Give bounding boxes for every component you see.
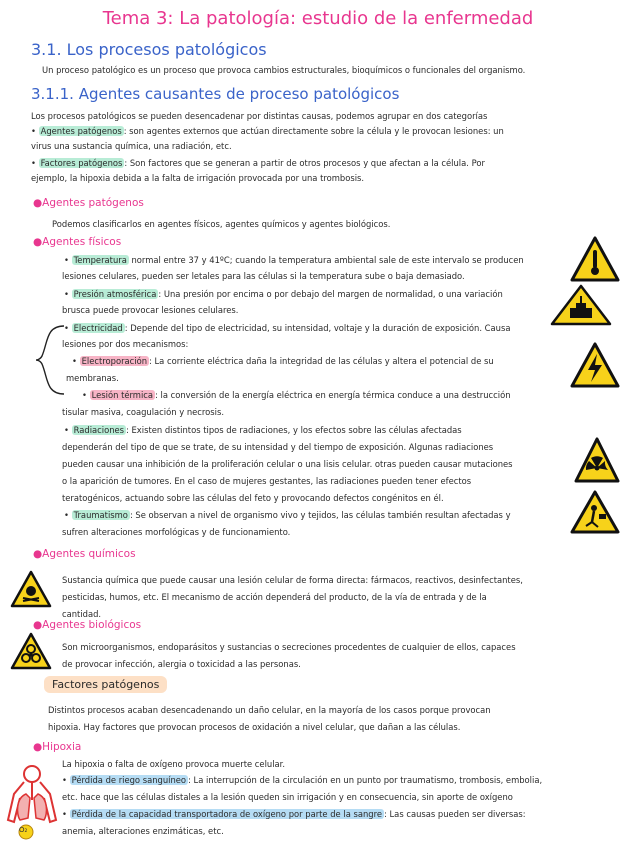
fisicos-heading: ●Agentes físicos — [33, 236, 122, 248]
quimicos-heading: ●Agentes químicos — [33, 548, 136, 560]
page-title: Tema 3: La patología: estudio de la enfermedad — [102, 8, 534, 29]
o2-label: O₂ — [19, 826, 28, 834]
quimicos-text-3: cantidad. — [62, 609, 102, 619]
factores-patogenos-text: : Son factores que se generan a partir de otros procesos y que afectan a la célula. Por — [124, 158, 485, 168]
quimicos-text-1: Sustancia química que puede causar una lesión celular de forma directa: fármacos, reactivos, desinfectantes, — [62, 575, 523, 585]
riego-label: Pérdida de riego sanguíneo — [71, 775, 187, 785]
biohazard-warning-icon — [10, 632, 52, 670]
section-3-1-1-intro: Los procesos patológicos se pueden desencadenar por distintas causas, podemos agrupar en dos categorías — [31, 111, 488, 121]
riego-item: • Pérdida de riego sanguíneo : La interrupción de la circulación en un punto por traumatismo, trombosis, embolia, — [62, 775, 543, 785]
traumatismo-label: Traumatismo — [73, 510, 128, 520]
chemical-warning-icon — [10, 570, 52, 608]
lesion-termica-text-2: tisular masiva, coagulación y necrosis. — [62, 407, 224, 417]
hipoxia-heading: ●Hipoxia — [33, 741, 82, 753]
agentes-patogenos-text: : son agentes externos que actúan directamente sobre la célula y le provocan lesiones: un — [123, 126, 504, 136]
lesion-termica-label: Lesión térmica — [91, 390, 154, 400]
trauma-warning-icon — [570, 490, 620, 534]
electricidad-label: Electricidad — [73, 323, 123, 333]
capacidad-item: • Pérdida de la capacidad transportadora de oxígeno por parte de la sangre : Las causas pueden ser diversas: — [62, 809, 526, 819]
pressure-warning-icon — [550, 284, 612, 326]
traumatismo-text-2: sufren alteraciones morfológicas y de funcionamiento. — [62, 527, 291, 537]
biologicos-text-2: de provocar infección, alergia o toxicidad a las personas. — [62, 659, 301, 669]
electricidad-text-2: lesiones por dos mecanismos: — [62, 339, 189, 349]
capacidad-label: Pérdida de la capacidad transportadora de oxígeno por parte de la sangre — [71, 809, 383, 819]
radiaciones-label: Radiaciones — [73, 425, 125, 435]
factores-text-2: hipoxia. Hay factores que provocan procesos de oxidación a nivel celular, que dañan a las células. — [48, 722, 461, 732]
agentes-heading: ●Agentes patógenos — [33, 197, 144, 209]
temperatura-item: • Temperatura normal entre 37 y 41ºC; cuando la temperatura ambiental sale de este intervalo se producen — [64, 255, 524, 265]
section-3-1-heading: 3.1. Los procesos patológicos — [31, 40, 267, 59]
electricidad-item: • Electricidad : Depende del tipo de electricidad, su intensidad, voltaje y la duración de exposición. Causa — [64, 323, 511, 333]
factores-text-1: Distintos procesos acaban desencadenando un daño celular, en la mayoría de los casos porque provocan — [48, 705, 491, 715]
radiaciones-text-5: teratogénicos, actuando sobre las células del feto y provocando defectos congénitos en él. — [62, 493, 444, 503]
lesion-termica-item: • Lesión térmica : la conversión de la energía eléctrica en energía térmica conduce a una destrucción — [82, 390, 511, 400]
factores-patogenos-item: • Factores patógenos : Son factores que se generan a partir de otros procesos y que afectan a la célula. Por — [31, 158, 485, 168]
electroporacion-text-2: membranas. — [66, 373, 119, 383]
temperature-warning-icon — [570, 236, 620, 282]
traumatismo-item: • Traumatismo : Se observan a nivel de organismo vivo y tejidos, las células también resultan afectadas y — [64, 510, 511, 520]
lungs-icon — [4, 764, 60, 844]
temperatura-label: Temperatura — [73, 255, 127, 265]
agentes-patogenos-text-2: virus una sustancia química, una radiación, etc. — [31, 141, 232, 151]
factores-heading: Factores patógenos — [44, 678, 167, 691]
radiation-warning-icon — [574, 437, 620, 483]
agentes-text: Podemos clasificarlos en agentes físicos, agentes químicos y agentes biológicos. — [52, 219, 391, 229]
biologicos-text-1: Son microorganismos, endoparásitos y sustancias o secreciones procedentes de cualquier de ellos, capaces — [62, 642, 516, 652]
riego-text-2: etc. hace que las células distales a la lesión queden sin irrigación y en consecuencia, sin aporte de oxígeno — [62, 792, 513, 802]
presion-label: Presión atmosférica — [73, 289, 157, 299]
radiaciones-text-2: dependerán del tipo de que se trate, de su intensidad y del tiempo de exposición. Algunas radiaciones — [62, 442, 494, 452]
factores-patogenos-text-2: ejemplo, la hipoxia debida a la falta de irrigación provocada por una trombosis. — [31, 173, 365, 183]
capacidad-text-2: anemia, alteraciones enzimáticas, etc. — [62, 826, 224, 836]
biologicos-heading: ●Agentes biológicos — [33, 619, 142, 631]
radiaciones-text-4: o la aparición de tumores. En el caso de mujeres gestantes, las radiaciones pueden tener efectos — [62, 476, 472, 486]
section-3-1-text: Un proceso patológico es un proceso que provoca cambios estructurales, bioquímicos o funcionales del organismo. — [42, 65, 526, 75]
presion-item: • Presión atmosférica : Una presión por encima o por debajo del margen de normalidad, o una variación — [64, 289, 503, 299]
section-3-1-1-heading: 3.1.1. Agentes causantes de proceso patológicos — [31, 85, 400, 103]
electricity-warning-icon — [570, 342, 620, 388]
electroporacion-item: • Electroporación : La corriente eléctrica daña la integridad de las células y altera el potencial de su — [72, 356, 494, 366]
radiaciones-text-3: pueden causar una inhibición de la proliferación celular o una lisis celular. otras pueden causar mutaciones — [62, 459, 513, 469]
agentes-patogenos-label: Agentes patógenos — [40, 126, 122, 136]
hipoxia-text: La hipoxia o falta de oxígeno provoca muerte celular. — [62, 759, 285, 769]
quimicos-text-2: pesticidas, humos, etc. El mecanismo de acción dependerá del producto, de la vía de entrada y de la — [62, 592, 487, 602]
presion-text-2: brusca puede provocar lesiones celulares. — [62, 305, 239, 315]
agentes-patogenos-item: • Agentes patógenos : son agentes externos que actúan directamente sobre la célula y le provocan lesiones: un — [31, 126, 504, 136]
radiaciones-item: • Radiaciones : Existen distintos tipos de radiaciones, y los efectos sobre las células afectadas — [64, 425, 462, 435]
bracket-drawing — [34, 322, 66, 398]
electroporacion-label: Electroporación — [81, 356, 148, 366]
temperatura-text-2: lesiones celulares, pueden ser letales para las células si la temperatura sube o baja demasiado. — [62, 271, 465, 281]
factores-patogenos-label: Factores patógenos — [40, 158, 123, 168]
